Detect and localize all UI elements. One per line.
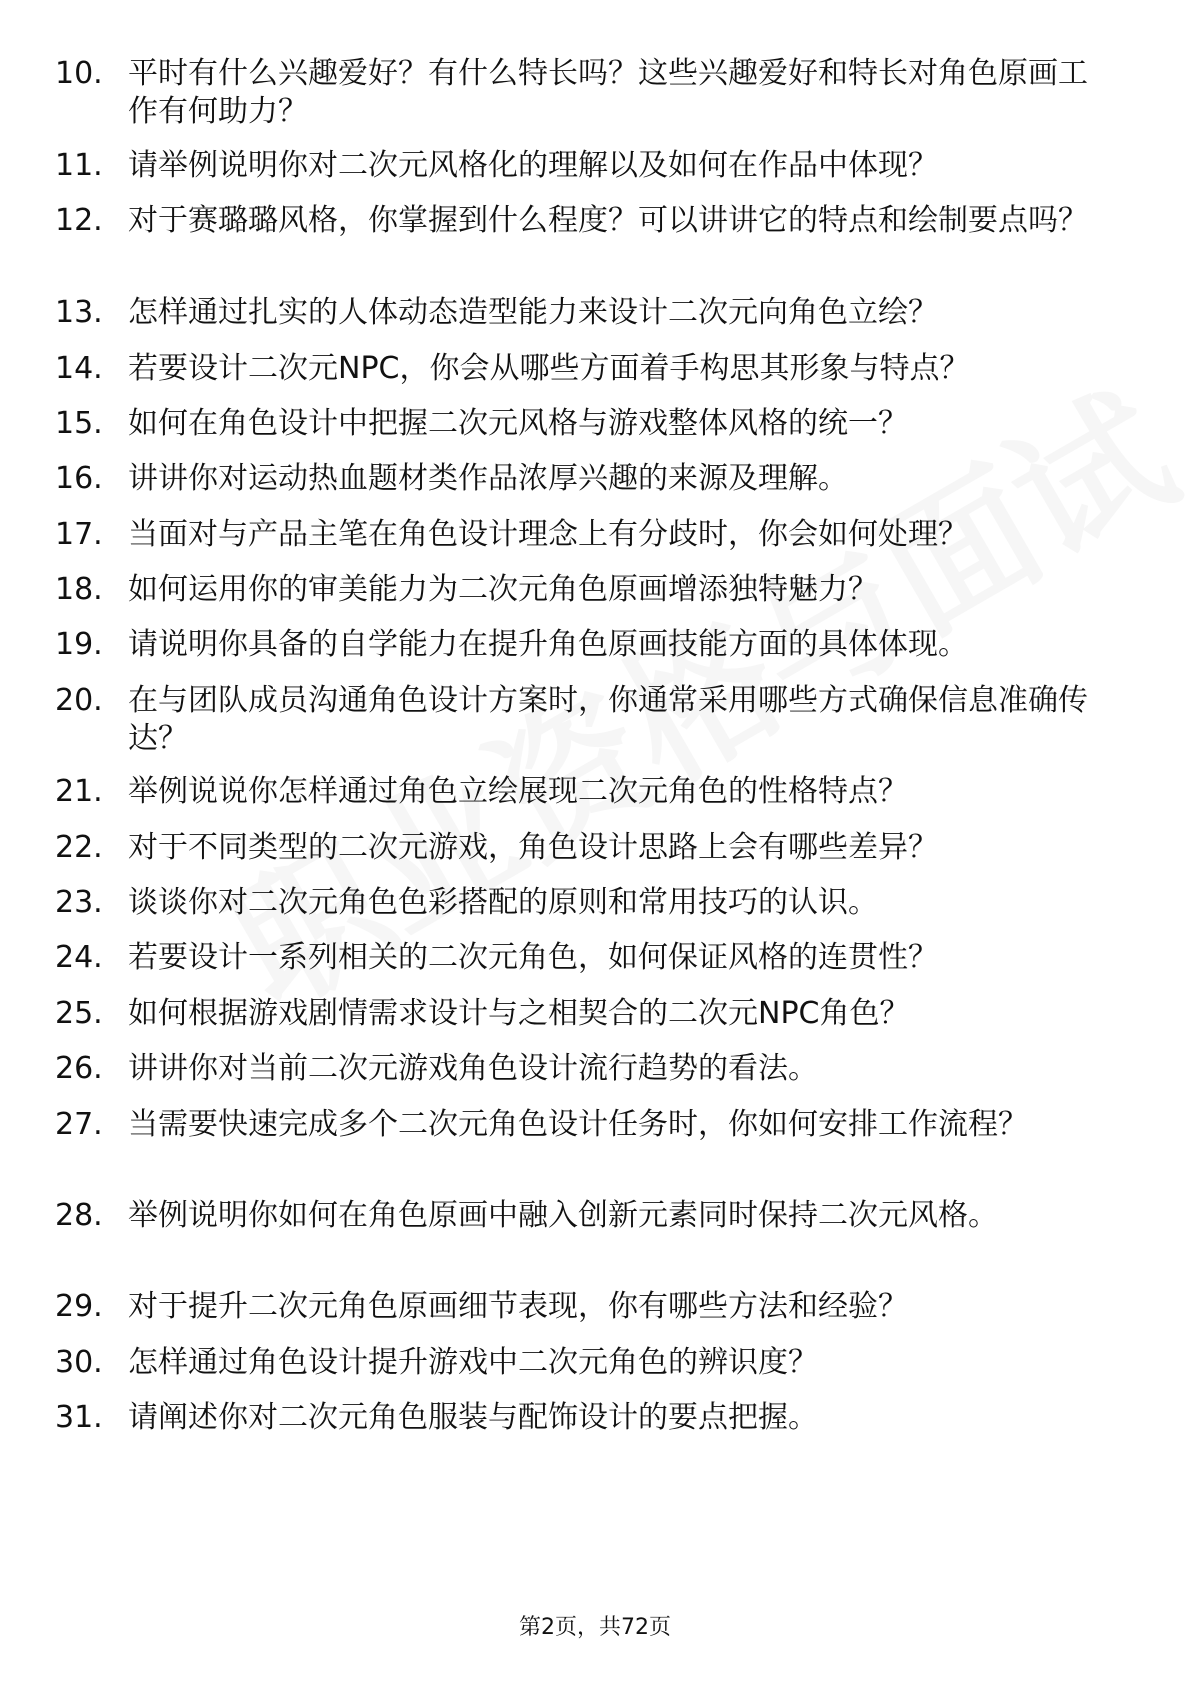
question-number: 28.	[55, 1198, 103, 1233]
question-number: 20.	[55, 683, 103, 718]
question-text: 请举例说明你对二次元风格化的理解以及如何在作品中体现？	[128, 148, 938, 183]
question-text: 在与团队成员沟通角色设计方案时，你通常采用哪些方式确保信息准确传达？	[128, 683, 1088, 756]
question-number: 11.	[55, 148, 103, 183]
question-number: 24.	[55, 940, 103, 975]
question-number: 21.	[55, 774, 103, 809]
question-number: 17.	[55, 517, 103, 552]
question-text: 讲讲你对运动热血题材类作品浓厚兴趣的来源及理解。	[128, 461, 848, 496]
question-text: 请阐述你对二次元角色服装与配饰设计的要点把握。	[128, 1400, 818, 1435]
question-text: 若要设计二次元NPC，你会从哪些方面着手构思其形象与特点？	[128, 351, 970, 386]
question-number: 13.	[55, 295, 103, 330]
question-text: 当需要快速完成多个二次元角色设计任务时，你如何安排工作流程？	[128, 1107, 1028, 1142]
question-number: 18.	[55, 572, 103, 607]
question-number: 29.	[55, 1289, 103, 1324]
question-text: 对于不同类型的二次元游戏，角色设计思路上会有哪些差异？	[128, 830, 938, 865]
question-number: 19.	[55, 627, 103, 662]
question-text: 当面对与产品主笔在角色设计理念上有分歧时，你会如何处理？	[128, 517, 968, 552]
question-number: 10.	[55, 56, 103, 91]
question-text: 怎样通过扎实的人体动态造型能力来设计二次元向角色立绘？	[128, 295, 938, 330]
question-number: 31.	[55, 1400, 103, 1435]
question-text: 请说明你具备的自学能力在提升角色原画技能方面的具体体现。	[128, 627, 968, 662]
question-text: 如何运用你的审美能力为二次元角色原画增添独特魅力？	[128, 572, 878, 607]
question-text: 对于赛璐璐风格，你掌握到什么程度？可以讲讲它的特点和绘制要点吗？	[128, 203, 1088, 238]
question-text: 举例说明你如何在角色原画中融入创新元素同时保持二次元风格。	[128, 1198, 998, 1233]
question-number: 26.	[55, 1051, 103, 1086]
question-number: 23.	[55, 885, 103, 920]
question-text: 谈谈你对二次元角色色彩搭配的原则和常用技巧的认识。	[128, 885, 878, 920]
question-text: 若要设计一系列相关的二次元角色，如何保证风格的连贯性？	[128, 940, 938, 975]
question-text: 平时有什么兴趣爱好？有什么特长吗？这些兴趣爱好和特长对角色原画工作有何助力？	[128, 56, 1088, 129]
question-number: 12.	[55, 203, 103, 238]
question-text: 如何在角色设计中把握二次元风格与游戏整体风格的统一？	[128, 406, 908, 441]
question-number: 15.	[55, 406, 103, 441]
page-footer: 第2页，共72页	[519, 1615, 671, 1640]
question-number: 14.	[55, 351, 103, 386]
question-number: 27.	[55, 1107, 103, 1142]
question-number: 16.	[55, 461, 103, 496]
question-text: 讲讲你对当前二次元游戏角色设计流行趋势的看法。	[128, 1051, 818, 1086]
question-text: 对于提升二次元角色原画细节表现，你有哪些方法和经验？	[128, 1289, 908, 1324]
question-text: 如何根据游戏剧情需求设计与之相契合的二次元NPC角色？	[128, 996, 910, 1031]
question-number: 22.	[55, 830, 103, 865]
question-text: 怎样通过角色设计提升游戏中二次元角色的辨识度？	[128, 1345, 818, 1380]
question-text: 举例说说你怎样通过角色立绘展现二次元角色的性格特点？	[128, 774, 908, 809]
question-number: 30.	[55, 1345, 103, 1380]
question-number: 25.	[55, 996, 103, 1031]
